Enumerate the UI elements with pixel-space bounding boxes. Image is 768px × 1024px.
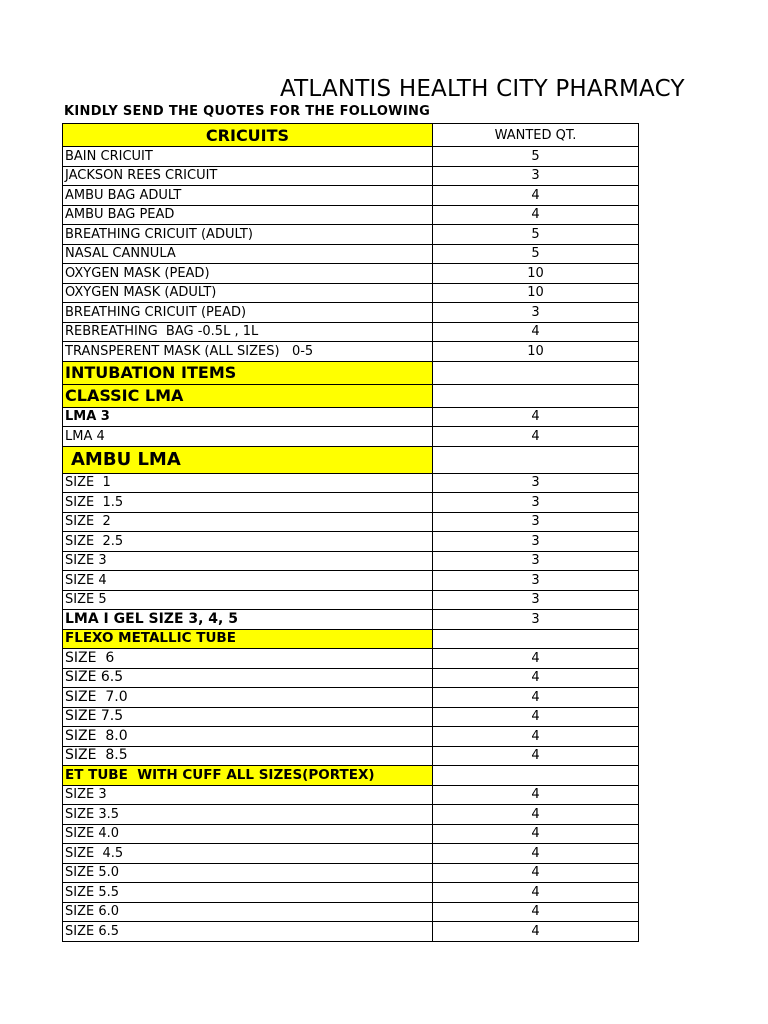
section-row-et-tube	[63, 766, 639, 786]
table-row	[63, 342, 639, 362]
item-name: TRANSPERENT MASK (ALL SIZES) 0-5	[63, 342, 433, 362]
table-row	[63, 746, 639, 766]
table-row	[63, 427, 639, 447]
item-qty: 3	[433, 590, 639, 610]
item-qty: 4	[433, 746, 639, 766]
item-name: OXYGEN MASK (PEAD)	[63, 264, 433, 284]
item-name: NASAL CANNULA	[63, 244, 433, 264]
document-subtitle: KINDLY SEND THE QUOTES FOR THE FOLLOWING	[64, 104, 431, 119]
item-qty: 4	[433, 785, 639, 805]
item-name: SIZE 7.0	[63, 688, 433, 708]
table-row	[63, 186, 639, 206]
item-qty: 4	[433, 649, 639, 669]
table-row	[63, 844, 639, 864]
document-title-wrap	[280, 72, 685, 106]
item-name: SIZE 5.5	[63, 883, 433, 903]
table-row	[63, 805, 639, 825]
table-row	[63, 922, 639, 942]
item-name: SIZE 5.0	[63, 863, 433, 883]
item-name: AMBU BAG ADULT	[63, 186, 433, 206]
item-name: BAIN CRICUIT	[63, 147, 433, 167]
section-row-ambu-lma	[63, 446, 639, 473]
document-title: ATLANTIS HEALTH CITY PHARMACY	[280, 76, 685, 102]
item-qty: 3	[433, 551, 639, 571]
table-row	[63, 590, 639, 610]
table-row	[63, 551, 639, 571]
table-row	[63, 512, 639, 532]
item-qty: 4	[433, 668, 639, 688]
item-qty: 4	[433, 688, 639, 708]
table-row	[63, 303, 639, 323]
empty-qty-cell	[433, 766, 639, 786]
item-qty: 3	[433, 571, 639, 591]
item-qty: 4	[433, 805, 639, 825]
table-row	[63, 883, 639, 903]
header-row	[63, 124, 639, 147]
section-heading: AMBU LMA	[63, 446, 433, 473]
item-qty: 4	[433, 844, 639, 864]
item-name: LMA 3	[63, 407, 433, 427]
item-name: JACKSON REES CRICUIT	[63, 166, 433, 186]
item-name: SIZE 6	[63, 649, 433, 669]
item-qty: 3	[433, 473, 639, 493]
item-name: SIZE 3.5	[63, 805, 433, 825]
item-qty: 5	[433, 244, 639, 264]
section-heading: CLASSIC LMA	[63, 384, 433, 407]
table-row	[63, 283, 639, 303]
item-qty: 3	[433, 493, 639, 513]
table-row	[63, 649, 639, 669]
table-row	[63, 322, 639, 342]
table-row	[63, 707, 639, 727]
item-qty: 4	[433, 186, 639, 206]
table-row	[63, 493, 639, 513]
header-qty-cell: WANTED QT.	[433, 124, 639, 147]
item-name: AMBU BAG PEAD	[63, 205, 433, 225]
section-heading: FLEXO METALLIC TUBE	[63, 629, 433, 649]
item-name: SIZE 4.5	[63, 844, 433, 864]
item-qty: 3	[433, 610, 639, 630]
table-row	[63, 166, 639, 186]
table-row	[63, 532, 639, 552]
item-qty: 5	[433, 147, 639, 167]
item-qty: 10	[433, 264, 639, 284]
item-name: SIZE 1	[63, 473, 433, 493]
empty-qty-cell	[433, 446, 639, 473]
item-qty: 4	[433, 902, 639, 922]
empty-qty-cell	[433, 384, 639, 407]
item-name: SIZE 7.5	[63, 707, 433, 727]
quote-table	[62, 123, 639, 942]
item-name: SIZE 5	[63, 590, 433, 610]
table-row	[63, 264, 639, 284]
item-name: OXYGEN MASK (ADULT)	[63, 283, 433, 303]
item-qty: 3	[433, 532, 639, 552]
item-qty: 3	[433, 166, 639, 186]
table-row	[63, 727, 639, 747]
item-name: SIZE 2.5	[63, 532, 433, 552]
table-row	[63, 668, 639, 688]
table-row	[63, 688, 639, 708]
item-name: REBREATHING BAG -0.5L , 1L	[63, 322, 433, 342]
item-name: SIZE 8.5	[63, 746, 433, 766]
table-row	[63, 824, 639, 844]
item-qty: 3	[433, 303, 639, 323]
item-name: SIZE 3	[63, 785, 433, 805]
section-row-flexo	[63, 629, 639, 649]
header-name-cell: CRICUITS	[63, 124, 433, 147]
item-name: SIZE 4.0	[63, 824, 433, 844]
section-row-intubation	[63, 361, 639, 384]
item-qty: 4	[433, 922, 639, 942]
table-row	[63, 610, 639, 630]
item-name: SIZE 2	[63, 512, 433, 532]
item-name: LMA I GEL SIZE 3, 4, 5	[63, 610, 433, 630]
item-name: SIZE 1.5	[63, 493, 433, 513]
item-name: SIZE 6.5	[63, 922, 433, 942]
item-qty: 5	[433, 225, 639, 245]
item-name: BREATHING CRICUIT (PEAD)	[63, 303, 433, 323]
table-row	[63, 473, 639, 493]
item-qty: 4	[433, 407, 639, 427]
item-name: SIZE 6.5	[63, 668, 433, 688]
empty-qty-cell	[433, 629, 639, 649]
table-row	[63, 244, 639, 264]
item-qty: 4	[433, 863, 639, 883]
item-name: SIZE 6.0	[63, 902, 433, 922]
item-qty: 3	[433, 512, 639, 532]
item-qty: 10	[433, 342, 639, 362]
item-name: SIZE 4	[63, 571, 433, 591]
item-qty: 4	[433, 824, 639, 844]
table-row	[63, 407, 639, 427]
table-row	[63, 147, 639, 167]
table-row	[63, 902, 639, 922]
item-name: SIZE 3	[63, 551, 433, 571]
table-row	[63, 571, 639, 591]
item-qty: 4	[433, 883, 639, 903]
table-row	[63, 225, 639, 245]
item-qty: 4	[433, 205, 639, 225]
item-name: SIZE 8.0	[63, 727, 433, 747]
section-heading: ET TUBE WITH CUFF ALL SIZES(PORTEX)	[63, 766, 433, 786]
item-qty: 4	[433, 707, 639, 727]
item-qty: 4	[433, 727, 639, 747]
item-qty: 4	[433, 322, 639, 342]
table-row	[63, 863, 639, 883]
empty-qty-cell	[433, 361, 639, 384]
table-row	[63, 205, 639, 225]
item-name: LMA 4	[63, 427, 433, 447]
table-row	[63, 785, 639, 805]
item-qty: 4	[433, 427, 639, 447]
section-row-classic-lma	[63, 384, 639, 407]
item-name: BREATHING CRICUIT (ADULT)	[63, 225, 433, 245]
section-heading: INTUBATION ITEMS	[63, 361, 433, 384]
item-qty: 10	[433, 283, 639, 303]
